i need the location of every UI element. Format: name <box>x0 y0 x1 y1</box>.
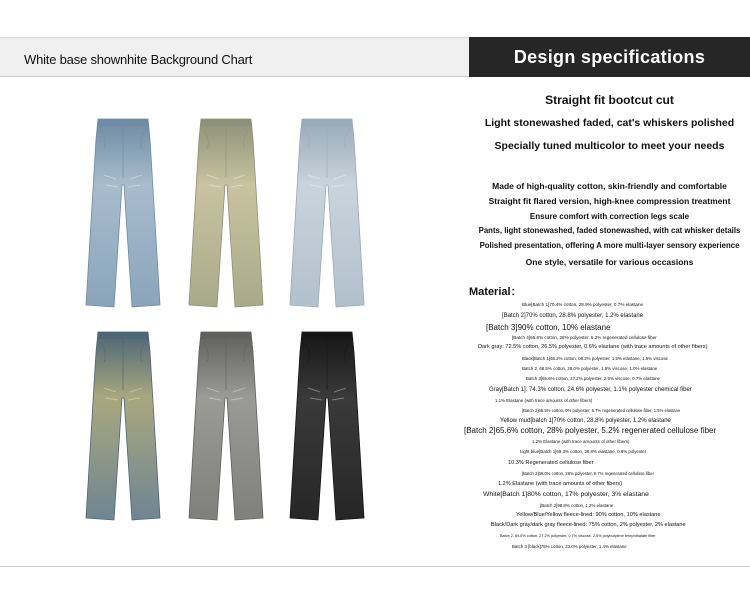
material-line: [Batch 3]90% cotton, 10% elastane <box>486 323 611 332</box>
material-line: Batch 2. 68.5% cotton, 28.0% polyester, 1.8% viscose, 1.0% elastane <box>522 366 658 371</box>
material-line: 1.2% Elastane (with trace amounts of other fibers) <box>532 439 630 444</box>
detail-line: Pants, light stonewashed, faded stonewashed, with cat whisker details <box>478 226 741 235</box>
material-line: Batch 2. 69.6% cotton, 27.2% polyester, 0.7% viscose, 2.5% polybutylene terephthalate fiber <box>500 534 656 538</box>
material-line: Batch 3 [black]75% cotton, 23.0% polyester, 1.4% elastane <box>512 544 627 549</box>
material-line: Gray[Batch 1]: 74.3% cotton, 24.6% polyester, 1.1% polyester chemical fiber <box>489 387 692 393</box>
material-line: [Batch 2]65.6% cotton, 28% polyester, 5.2% regenerated cellulose fiber <box>464 426 717 435</box>
bottom-divider <box>0 566 750 567</box>
detail-line: One style, versatile for various occasions <box>525 257 694 267</box>
detail-line: Made of high-quality cotton, skin-friendly and comfortable <box>492 181 727 191</box>
material-line: 1.2% Elastane (with trace amounts of other fibers) <box>498 481 623 487</box>
feature-multicolor: Specially tuned multicolor to meet your needs <box>494 140 725 152</box>
jeans-image-vintage-blue <box>80 328 166 528</box>
feature-straight-fit: Straight fit bootcut cut <box>545 93 674 107</box>
material-line: [Batch 2]65.5% cotton, 0% polyester, 5.7% regenerated cellulose fiber, 1.5% elastane <box>522 408 681 413</box>
detail-line: Polished presentation, offering A more multi-layer sensory experience <box>479 241 740 250</box>
design-specifications-header <box>469 37 750 77</box>
material-line: [Batch 2]70% cotton, 28.8% polyester, 1.2% elastane <box>502 313 644 319</box>
material-line: [Batch 2]69.0% cotton, 28% polyester, 0.7% regenerated cellulose fiber <box>522 471 654 476</box>
material-line: Black/Dark gray/dark gray fleece-lined: 75% cotton, 2% polyester, 2% elastane <box>491 522 686 528</box>
material-line: Dark gray: 72.5% cotton, 26.5% polyester, 0.6% elastane (with trace amounts of other fibers) <box>478 344 708 350</box>
material-line: 10.3% Regenerated cellulose fiber <box>508 460 594 466</box>
material-line: Batch 3]65.6% cotton, 27.2% polyester, 2.5% viscose, 0.7% elastane <box>526 376 660 381</box>
detail-line: Straight fit flared version, high-knee compression treatment <box>488 196 731 206</box>
material-line: Black[Batch 1]65.2% cotton, 08.2% polyester, 1.5% elastane, 1.5% viscose <box>522 356 668 361</box>
material-line: Yellow mud[batch 1]70% cotton, 28.8% polyester, 1.2% elastane <box>500 418 671 424</box>
material-title: Material： <box>469 286 522 298</box>
jeans-image-white-blue <box>284 115 370 315</box>
material-line: [Batch 4]65.6% cotton, 28% polyester, 5.2% regenerated cellulose fiber <box>512 335 657 340</box>
material-line: Blue[Batch 1]70.4% cotton, 28.9% polyester, 0.7% elastane <box>522 302 644 307</box>
design-specifications-title: Design specifications <box>513 46 706 67</box>
material-line: Light blue[Batch 1]69.3% cotton, 28.8% elastane, 0.8% polyester <box>520 449 647 454</box>
material-line: Yellow/Blue/Yellow fleece-lined: 90% cotton, 10% elastane <box>516 512 661 518</box>
feature-stonewashed: Light stonewashed faded, cat's whiskers polished <box>484 117 735 129</box>
jeans-image-black <box>284 328 370 528</box>
material-line: White[Batch 1]80% cotton, 17% polyester, 3% elastane <box>483 491 649 498</box>
background-chart-header <box>0 37 469 77</box>
material-line: 1.1% Elastane (with trace amounts of other fibers) <box>495 398 593 403</box>
jeans-image-light-blue <box>80 115 166 315</box>
background-chart-title: White base shownhite Background Chart <box>24 52 253 67</box>
jeans-image-gray <box>183 328 269 528</box>
jeans-image-yellow-mud <box>183 115 269 315</box>
detail-line: Ensure comfort with correction legs scale <box>529 212 690 221</box>
material-line: [Batch 2]98.8% cotton, 1.2% elastane <box>540 503 614 508</box>
